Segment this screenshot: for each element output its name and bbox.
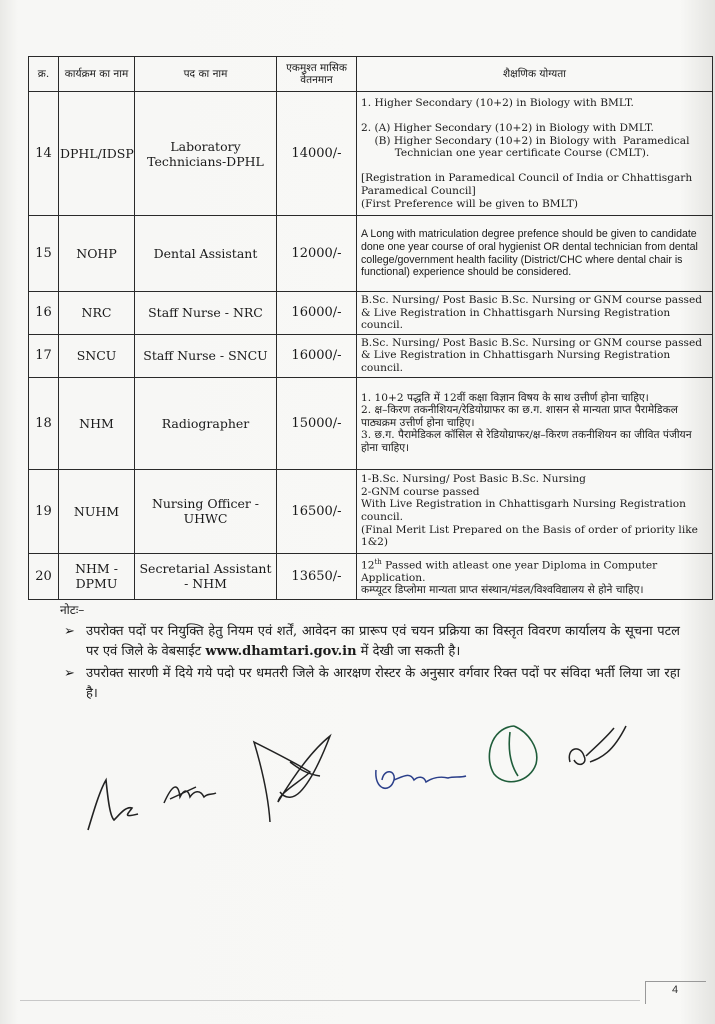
row-qualification (357, 553, 713, 599)
header-program: कार्यक्रम का नाम (59, 57, 135, 92)
row-program: NUHM (59, 469, 135, 553)
row-sn: 19 (29, 469, 59, 553)
footer-line (20, 1000, 640, 1001)
note-item (60, 622, 680, 662)
arrow-bullet-icon: ➢ (64, 666, 75, 681)
table-row (29, 216, 713, 292)
row-post: Laboratory Technicians-DPHL (135, 92, 277, 216)
qualification-text: A Long with matriculation degree prefence should be given to candidate done one year course of oral hygienist OR dental technician from dental college/government health facility (District/CHC where dental chair is functional) experience should be considered. (361, 228, 701, 279)
qualification-text: 1. Higher Secondary (10+2) in Biology with BMLT. 2. (A) Higher Secondary (10+2) in Biology with DMLT. (B) Higher Secondary (10+2) in Biology with Paramedical Technician one year certificate Course (CMLT). [Registration in Paramedical Council of India or Chhattisgarh Paramedical Council] (First Preference will be given to BMLT) (361, 96, 693, 210)
row-qualification (357, 292, 713, 335)
row-sn: 14 (29, 92, 59, 216)
row-qualification (357, 469, 713, 553)
qualification-rest: Passed with atleast one year Diploma in Computer Application. कम्प्यूटर डिप्लोमा मान्यता प्राप्त संस्थान/मंडल/विश्वविद्यालय से होने चाहिए। (361, 559, 658, 597)
signature-3 (240, 722, 350, 832)
row-qualification (357, 377, 713, 469)
row-program: NHM (59, 377, 135, 469)
row-qualification (357, 334, 713, 377)
qualification-text: 1-B.Sc. Nursing/ Post Basic B.Sc. Nursing 2-GNM course passed With Live Registration in Chhattisgarh Nursing Registration council. (Final Merit List Prepared on the Basis of order of priority like 1&2) (361, 473, 698, 549)
arrow-bullet-icon: ➢ (64, 624, 75, 639)
row-program: NOHP (59, 216, 135, 292)
table-row (29, 553, 713, 599)
website-link[interactable]: www.dhamtari.gov.in (205, 644, 357, 659)
posts-table (28, 56, 713, 600)
table-row (29, 334, 713, 377)
signature-1 (80, 770, 150, 840)
signature-6 (560, 718, 640, 778)
row-program: NHM - DPMU (59, 553, 135, 599)
row-sn: 17 (29, 334, 59, 377)
row-pay: 16000/- (277, 292, 357, 335)
note-item (60, 664, 680, 704)
row-post: Radiographer (135, 377, 277, 469)
notes-section (60, 600, 680, 704)
header-qualification: शैक्षणिक योग्यता (357, 57, 713, 92)
note-text: में देखी जा सकती है। (356, 644, 461, 659)
table-row (29, 92, 713, 216)
row-pay: 16500/- (277, 469, 357, 553)
row-post: Secretarial Assistant - NHM (135, 553, 277, 599)
note-text: उपरोक्त सारणी में दिये गये पदो पर धमतरी जिले के आरक्षण रोस्टर के अनुसार वर्गवार रिक्त पदों पर संविदा भर्ती लिया जा रहा है। (86, 666, 680, 701)
note-text: उपरोक्त पदों पर नियुक्ति हेतु नियम एवं शर्तें, आवेदन का प्रारूप एवं चयन प्रक्रिया का विस्तृत विवरण कार्यालय के सूचना पटल पर एवं जिले के वेबसाईट (86, 624, 680, 659)
signature-2 (160, 775, 220, 815)
table-row (29, 292, 713, 335)
notes-title: नोटः– (60, 603, 85, 617)
table-header-row (29, 57, 713, 92)
table-row (29, 469, 713, 553)
row-pay: 14000/- (277, 92, 357, 216)
qualification-text (361, 556, 708, 597)
row-program: DPHL/IDSP (59, 92, 135, 216)
row-program: SNCU (59, 334, 135, 377)
row-pay: 15000/- (277, 377, 357, 469)
row-qualification (357, 216, 713, 292)
qualification-text: B.Sc. Nursing/ Post Basic B.Sc. Nursing or GNM course passed & Live Registration in Chhattisgarh Nursing Registration council. (361, 336, 706, 374)
header-sn: क्र. (29, 57, 59, 92)
header-post: पद का नाम (135, 57, 277, 92)
row-post: Dental Assistant (135, 216, 277, 292)
ordinal-suffix: th (374, 557, 382, 566)
row-post: Nursing Officer - UHWC (135, 469, 277, 553)
header-pay: एकमुश्त मासिक वेतनमान (277, 57, 357, 92)
page-number: 4 (672, 984, 679, 996)
row-qualification (357, 92, 713, 216)
row-sn: 18 (29, 377, 59, 469)
row-post: Staff Nurse - NRC (135, 292, 277, 335)
qualification-number: 12 (361, 559, 375, 572)
qualification-text: 1. 10+2 पद्धति में 12वीं कक्षा विज्ञान विषय के साथ उत्तीर्ण होना चाहिए। 2. क्ष–किरण तकनीशियन/रेडियोग्राफर का छ.ग. शासन से मान्यता प्राप्त पैरामेडिकल पाठ्यक्रम उत्तीर्ण होना चाहिए। 3. छ.ग. पैरामेडिकल कॉसिल से रेडियोग्राफर/क्ष–किरण तकनीशियन का जीवित पंजीयन होना चाहिए। (361, 391, 692, 454)
qualification-text: B.Sc. Nursing/ Post Basic B.Sc. Nursing or GNM course passed & Live Registration in Chhattisgarh Nursing Registration council. (361, 294, 706, 332)
table-row (29, 377, 713, 469)
row-sn: 16 (29, 292, 59, 335)
row-sn: 20 (29, 553, 59, 599)
signature-5 (480, 718, 550, 788)
row-sn: 15 (29, 216, 59, 292)
row-pay: 16000/- (277, 334, 357, 377)
row-pay: 13650/- (277, 553, 357, 599)
signature-4 (370, 750, 470, 800)
row-post: Staff Nurse - SNCU (135, 334, 277, 377)
row-pay: 12000/- (277, 216, 357, 292)
row-program: NRC (59, 292, 135, 335)
